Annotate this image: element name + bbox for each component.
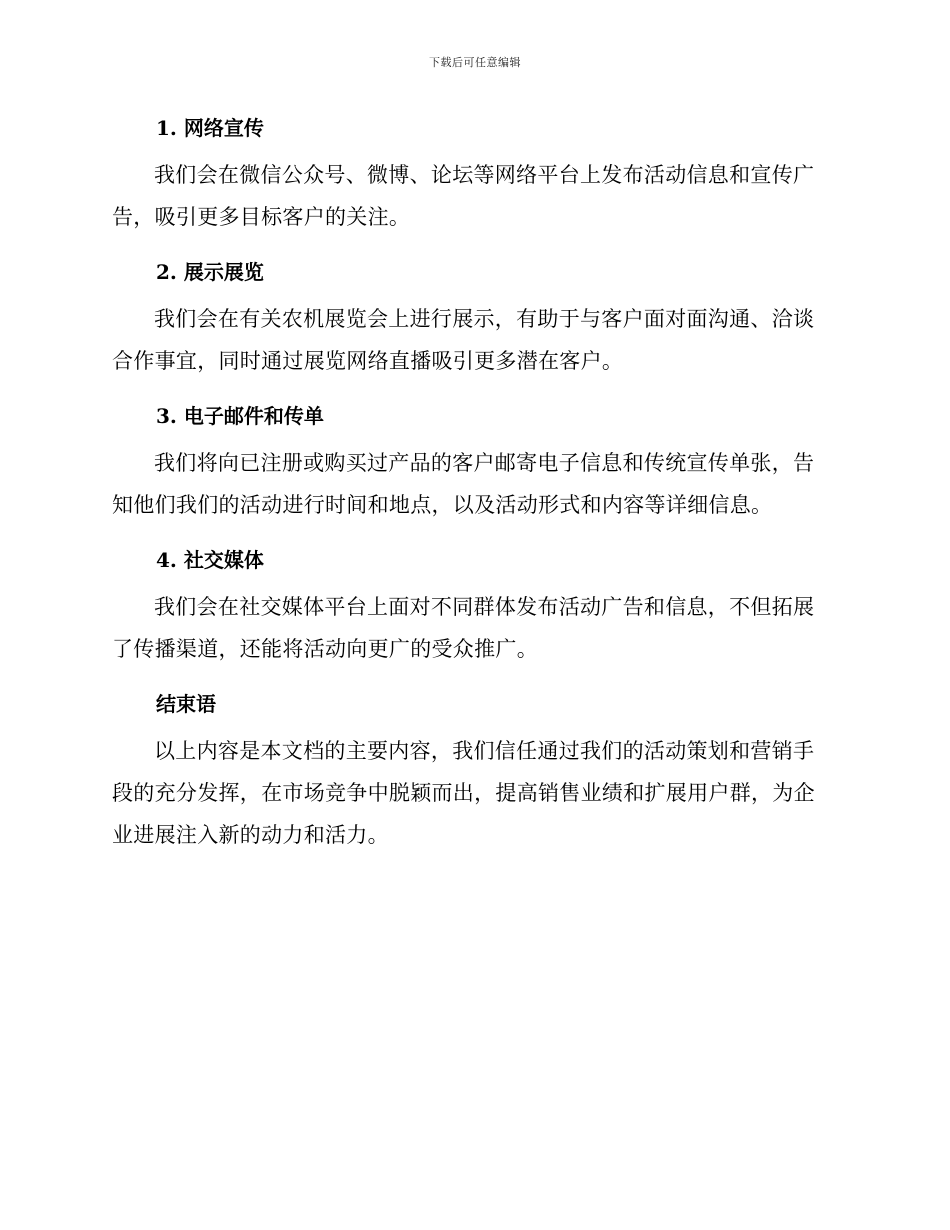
section-social-media	[112, 542, 832, 670]
section-conclusion	[112, 686, 832, 856]
section-body: 我们会在有关农机展览会上进行展示，有助于与客户面对面沟通、洽谈合作事宜，同时通过展览网络直播吸引更多潜在客户。	[112, 307, 815, 373]
section-body: 我们将向已注册或购买过产品的客户邮寄电子信息和传统宣传单张，告知他们我们的活动进行时间和地点，以及活动形式和内容等详细信息。	[112, 451, 815, 517]
section-network-promotion	[112, 110, 832, 238]
section-heading: 4. 社交媒体	[156, 548, 264, 572]
section-heading: 结束语	[156, 692, 216, 716]
section-heading: 2. 展示展览	[156, 260, 264, 284]
section-body: 以上内容是本文档的主要内容，我们信任通过我们的活动策划和营销手段的充分发挥，在市场竞争中脱颖而出，提高销售业绩和扩展用户群，为企业进展注入新的动力和活力。	[112, 739, 815, 847]
document-content	[112, 110, 832, 872]
section-body: 我们会在社交媒体平台上面对不同群体发布活动广告和信息，不但拓展了传播渠道，还能将活动向更广的受众推广。	[112, 595, 815, 661]
section-heading: 1. 网络宣传	[156, 116, 264, 140]
section-email-flyers	[112, 398, 832, 526]
header-note: 下载后可任意编辑	[429, 56, 521, 69]
section-body: 我们会在微信公众号、微博、论坛等网络平台上发布活动信息和宣传广告，吸引更多目标客户的关注。	[112, 163, 815, 229]
section-exhibition	[112, 254, 832, 382]
section-heading: 3. 电子邮件和传单	[156, 404, 324, 428]
